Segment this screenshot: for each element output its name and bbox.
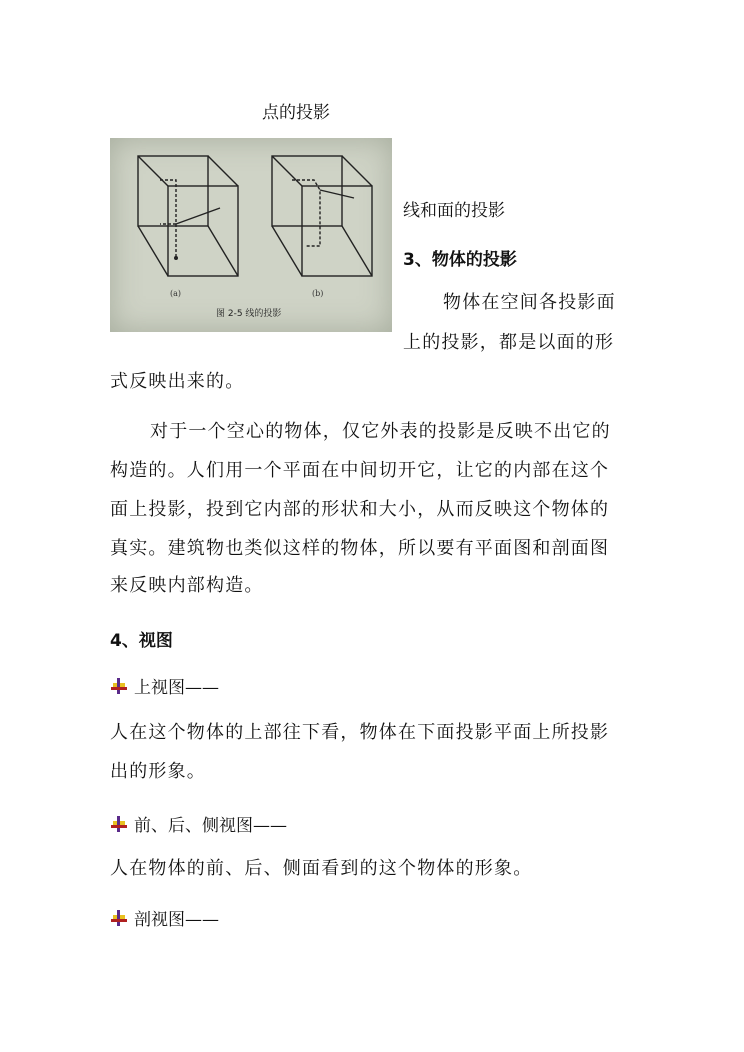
section3-p2-line: 对于一个空心的物体，仅它外表的投影是反映不出它的 [150, 421, 611, 442]
section3-p1-line3: 式反映出来的。 [110, 371, 245, 392]
caption-line-plane-projection: 线和面的投影 [403, 201, 505, 221]
figure-caption: 图 2-5 线的投影 [216, 309, 282, 319]
section-view-label: 剖视图—— [134, 910, 219, 930]
caption-point-projection: 点的投影 [262, 103, 330, 123]
section3-p1-line1: 物体在空间各投影面 [443, 292, 616, 313]
top-view-line: 出的形象。 [110, 761, 206, 782]
section-view-item [110, 905, 219, 930]
side-view-text: 人在物体的前、后、侧面看到的这个物体的形象。 [110, 858, 533, 879]
projection-figure [110, 138, 392, 332]
section3-p2-line: 构造的。人们用一个平面在中间切开它，让它的内部在这个 [110, 460, 610, 481]
projection-diagram [110, 138, 392, 332]
pin-bullet-icon [110, 910, 128, 928]
section3-heading: 3、物体的投影 [403, 250, 517, 270]
top-view-item [110, 673, 219, 698]
section3-p1-line2: 上的投影，都是以面的形 [403, 332, 615, 353]
top-view-line: 人在这个物体的上部往下看，物体在下面投影平面上所投影 [110, 722, 610, 743]
section4-heading: 4、视图 [110, 631, 173, 651]
figure-sub-b: (b) [312, 289, 324, 298]
pin-bullet-icon [110, 816, 128, 834]
section3-p2-line: 来反映内部构造。 [110, 575, 264, 596]
figure-sub-a: (a) [170, 289, 182, 298]
pin-bullet-icon [110, 678, 128, 696]
section3-p2-line: 真实。建筑物也类似这样的物体，所以要有平面图和剖面图 [110, 538, 610, 559]
section3-p2-line: 面上投影，投到它内部的形状和大小，从而反映这个物体的 [110, 499, 610, 520]
side-view-label: 前、后、侧视图—— [134, 816, 287, 836]
top-view-label: 上视图—— [134, 678, 219, 698]
side-view-item [110, 811, 287, 836]
